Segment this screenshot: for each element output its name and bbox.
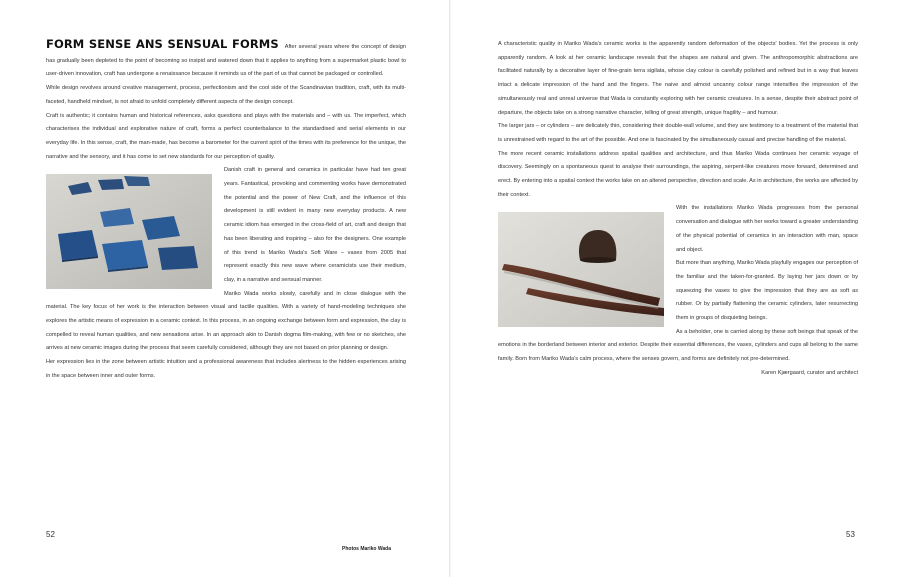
clay-objects-image [498, 212, 664, 327]
intro-paragraph [46, 38, 406, 82]
headline: FORM SENSE ANS SENSUAL FORMS [46, 37, 279, 51]
page-number-left: 52 [46, 530, 55, 539]
left-text-column [46, 38, 406, 384]
paragraph: Craft is authentic; it contains human and historical references, asks questions and plays with the materials and – with us. The imperfect, which characterises the individual and explorative nature of craft, forms a perfect counterbalance to the standardised and serial elements in our everyday life. In this sense, craft, the man-made, has become a barometer for the current spirit of the times with its preference for the unique, the narrative and the sensory, and it has come to set new standards for our perception of quality. [46, 112, 406, 160]
intro-text: After several years where the concept of design has gradually been depleted to the point of becoming so insipid and watered down that it applies to anything from a supermarket plastic bowl to user-driven innovation, craft has undergone a renaissance because it reminds us of the part of us that cannot be packaged or controlled. [46, 44, 406, 78]
paragraph: Mariko Wada works slowly, carefully and in close dialogue with the material. The key focus of her work is the interaction between visual and tactile qualities. With a variety of hand-modeling techniques she explores the artistic means of expression in a ceramic context. In this process, in an ongoing exchange between form and expression, the clay is compelled to reveal human qualities, and new sensations arise. In an approach akin to Danish dogma film-making, with few or no sketches, she arrives at new ceramic images during the process that seem carefully considered, although they are not based on prior planning or design. [46, 290, 406, 352]
right-text-column [498, 38, 858, 381]
paragraph: A characteristic quality in Mariko Wada's ceramic works is the apparently random deformation of the objects' bodies. Yet the process is only apparently random. A look at her ceramic landscape reveals that the shapes are natural and given. The anthropomorphic abstractions are facilitated naturally by a decorative layer of fine-grain terra sigilata, whose clay colour is carefully polished and refined but in a way that leaves intact a delicate impression of the hand and the fingers. The naive and almost uncanny colour range intensifies the impression of the simultaneously real and unreal universe that Wada is constantly exploring with her ceramic creatures. In a sense, despite their abstract point of departure, the objects take on a strong narrative character, telling of great strength, unique fragility – and humour. [498, 41, 858, 116]
blue-tiles-photo [46, 174, 212, 289]
paragraph: As a beholder, one is carried along by these soft beings that speak of the emotions in the borderland between interior and exterior. Despite their essential differences, the vases, cylinders and cups all belong to the same family. Born from Mariko Wada's calm process, where the senses govern, and forms are definitely not pre-determined. [498, 328, 858, 363]
right-page [450, 0, 900, 577]
paragraph: With the installations Mariko Wada progresses from the personal conversation and dialogue with her works toward a greater understanding of the physical potential of ceramics in an interaction with man, space and object. [676, 205, 858, 253]
paragraph: The larger jars – or cylinders – are delicately thin, considering their double-wall volume, and they are testimony to a treatment of the material that is unrestrained with regard to the art of the possible. And one is fascinated by the simultaneously casual and precise handling of the material. [498, 123, 858, 143]
paragraph: While design revolves around creative management, process, perfectionism and the cool side of the Scandinavian tradition, craft, with its multi-faceted, handheld mindset, is not afraid to unfold completely different aspects of the design concept. [46, 85, 406, 105]
paragraph: But more than anything, Mariko Wada playfully engages our perception of the familiar and the taken-for-granted. By laying her jars down or by squeezing the vases to give the impression that they are as soft as rubber. Or by partially flattening the ceramic cylinders, later resurrecting them in groups of disquieting beings. [676, 260, 859, 322]
page-number-right: 53 [846, 530, 855, 539]
paragraph: Her expression lies in the zone between artistic intuition and a professional awareness that includes alertness to the hidden experiences arising in the space between inner and outer forms. [46, 359, 406, 379]
paragraph: The more recent ceramic installations address spatial qualities and architecture, and thus Mariko Wada continues her ceramic voyage of discovery. Seemingly on a spontaneous quest to analyse their surroundings, the aspiring, serpent-like creatures move forward, determined and erect. By entering into a spatial context the works take on an altered perspective, direction and scale. As in architecture, the works are affected by their context. [498, 150, 858, 198]
blue-tiles-image [46, 174, 212, 289]
signature: Karen Kjærgaard, curator and architect [761, 369, 858, 376]
clay-objects-photo [498, 212, 664, 327]
paragraph: Danish craft in general and ceramics in particular have had ten great years. Fantastical, provoking and commenting works have demonstrated the potential and the power of New Craft, and the influence of this development is still evident in many new everyday products. A new ceramic idiom has emerged in the cross-field of art, craft and design that has been liberating and inspiring – also for the designers. One example of this trend is Mariko Wada's Soft Ware – vases from 2005 that represent exactly this new wave where ceramicists use their medium, clay, in a narrative and sensual manner. [224, 167, 406, 283]
photo-credit: Photos Mariko Wada [342, 546, 391, 552]
